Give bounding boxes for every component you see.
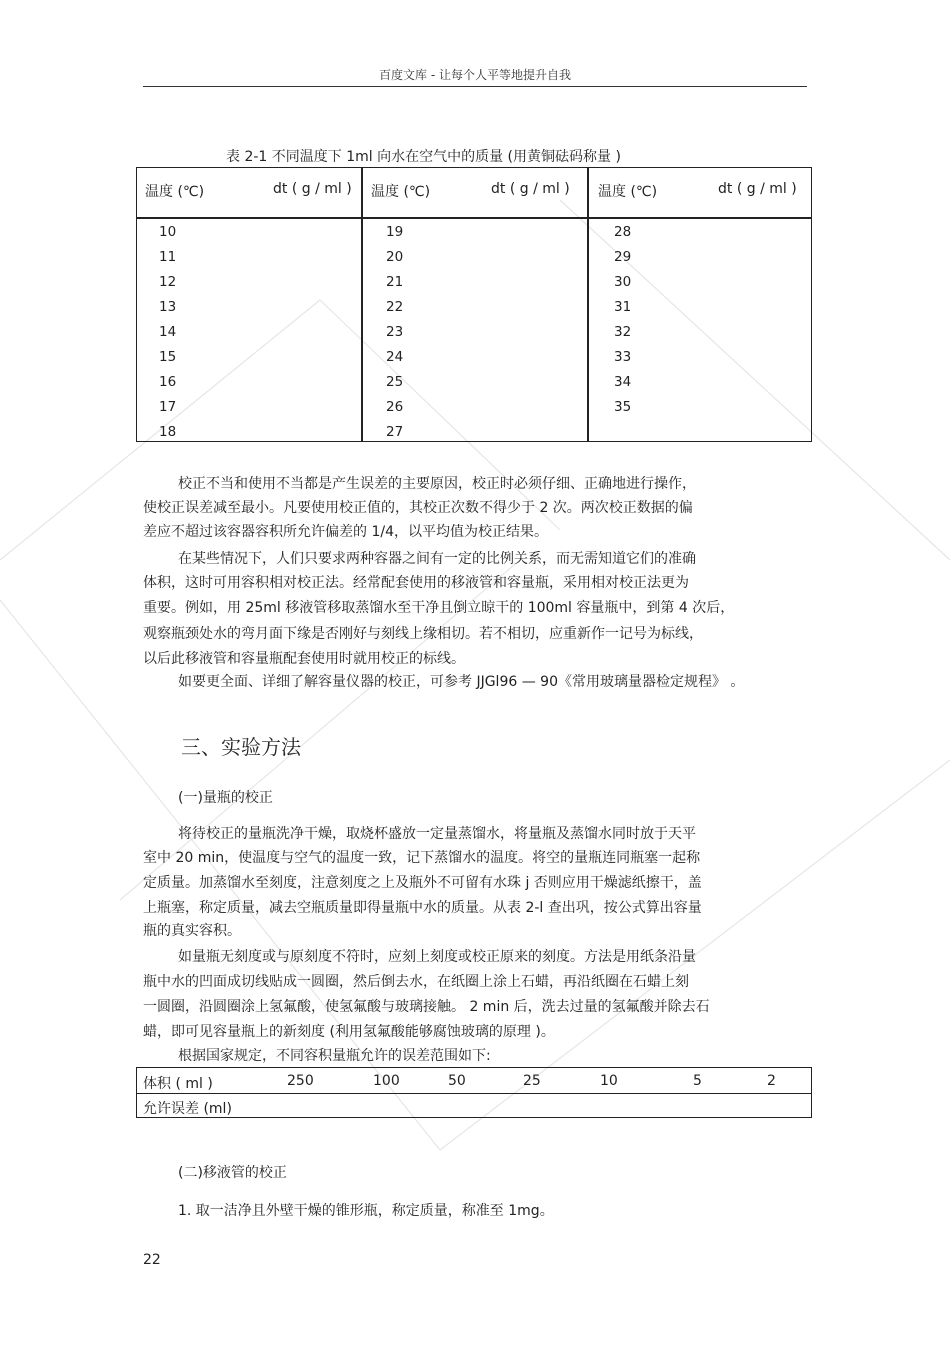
paragraph-line: 在某些情况下，人们只要求两种容器之间有一定的比例关系，而无需知道它们的准确 bbox=[178, 551, 696, 567]
volume-cell: 10 bbox=[600, 1073, 618, 1089]
col-header-density: dt ( g / ml ) bbox=[718, 181, 797, 197]
table-divider bbox=[361, 168, 363, 441]
paragraph-line: 室中 20 min，使温度与空气的温度一致，记下蒸馏水的温度。将空的量瓶连同瓶塞一起称 bbox=[143, 850, 701, 866]
temp-cell: 25 bbox=[386, 374, 404, 390]
paragraph-line: 如要更全面、详细了解容量仪器的校正，可参考 JJGl96 — 90《常用玻璃量器检定规程》 。 bbox=[178, 674, 745, 690]
temp-cell: 19 bbox=[386, 224, 404, 240]
density-table bbox=[136, 167, 812, 442]
temp-cell: 28 bbox=[614, 224, 632, 240]
step-text: 1. 取一洁净且外壁干燥的锥形瓶，称定质量，称准至 1mg。 bbox=[178, 1203, 554, 1219]
paragraph-line: 以后此移液管和容量瓶配套使用时就用校正的标线。 bbox=[143, 651, 465, 667]
row-label-tolerance: 允许误差 (ml) bbox=[143, 1101, 232, 1117]
temp-cell: 24 bbox=[386, 349, 404, 365]
header-divider bbox=[143, 86, 807, 87]
col-header-temp: 温度 (℃) bbox=[371, 184, 431, 200]
paragraph-line: 瓶的真实容积。 bbox=[143, 923, 241, 939]
row-label-volume: 体积 ( ml ) bbox=[143, 1076, 213, 1092]
table-row-rule bbox=[137, 1093, 811, 1094]
col-header-density: dt ( g / ml ) bbox=[273, 181, 352, 197]
paragraph-line: 上瓶塞，称定质量，减去空瓶质量即得量瓶中水的质量。从表 2-l 查出巩，按公式算出容量 bbox=[143, 900, 702, 916]
paragraph-line: 体积，这时可用容积相对校正法。经常配套使用的移液管和容量瓶，采用相对校正法更为 bbox=[143, 575, 689, 591]
temp-cell: 34 bbox=[614, 374, 632, 390]
paragraph-line: 根据国家规定，不同容积量瓶允许的误差范围如下: bbox=[178, 1048, 491, 1064]
subsection-heading: (二)移液管的校正 bbox=[178, 1165, 287, 1181]
volume-cell: 5 bbox=[693, 1073, 702, 1089]
paragraph-line: 重要。例如，用 25ml 移液管移取蒸馏水至干净且倒立晾干的 100ml 容量瓶中，到第 4 次后， bbox=[143, 600, 735, 616]
paragraph-line: 差应不超过该容器容积所允许偏差的 1/4，以平均值为校正结果。 bbox=[143, 524, 548, 540]
temp-cell: 21 bbox=[386, 274, 404, 290]
col-header-temp: 温度 (℃) bbox=[145, 184, 205, 200]
paragraph-line: 将待校正的量瓶洗净干燥，取烧杯盛放一定量蒸馏水，将量瓶及蒸馏水同时放于天平 bbox=[178, 826, 696, 842]
section-heading: 三、实验方法 bbox=[181, 735, 301, 759]
temp-cell: 17 bbox=[159, 399, 177, 415]
tolerance-table bbox=[136, 1067, 812, 1118]
temp-cell: 32 bbox=[614, 324, 632, 340]
temp-cell: 18 bbox=[159, 424, 177, 440]
page-number: 22 bbox=[143, 1252, 161, 1268]
volume-cell: 25 bbox=[523, 1073, 541, 1089]
temp-cell: 10 bbox=[159, 224, 177, 240]
page-header: 百度文库 - 让每个人平等地提升自我 bbox=[379, 68, 571, 82]
temp-cell: 13 bbox=[159, 299, 177, 315]
temp-cell: 30 bbox=[614, 274, 632, 290]
temp-cell: 31 bbox=[614, 299, 632, 315]
paragraph-line: 如量瓶无刻度或与原刻度不符时，应刻上刻度或校正原来的刻度。方法是用纸条沿量 bbox=[178, 949, 696, 965]
temp-cell: 20 bbox=[386, 249, 404, 265]
paragraph-line: 一圆圈，沿圆圈涂上氢氟酸，使氢氟酸与玻璃接触。 2 min 后，洗去过量的氢氟酸并除去石 bbox=[143, 999, 710, 1015]
temp-cell: 23 bbox=[386, 324, 404, 340]
temp-cell: 16 bbox=[159, 374, 177, 390]
temp-cell: 22 bbox=[386, 299, 404, 315]
subsection-heading: (一)量瓶的校正 bbox=[178, 790, 273, 806]
paragraph-line: 定质量。加蒸馏水至刻度，注意刻度之上及瓶外不可留有水珠 j 否则应用干燥滤纸擦干，盖 bbox=[143, 875, 702, 891]
paragraph-line: 蜡，即可见容量瓶上的新刻度 (利用氢氟酸能够腐蚀玻璃的原理 )。 bbox=[143, 1024, 555, 1040]
temp-cell: 33 bbox=[614, 349, 632, 365]
temp-cell: 14 bbox=[159, 324, 177, 340]
temp-cell: 35 bbox=[614, 399, 632, 415]
temp-cell: 27 bbox=[386, 424, 404, 440]
paragraph-line: 校正不当和使用不当都是产生误差的主要原因，校正时必须仔细、正确地进行操作， bbox=[178, 476, 696, 492]
col-header-temp: 温度 (℃) bbox=[598, 184, 658, 200]
table-divider bbox=[587, 168, 589, 441]
table-caption: 表 2-1 不同温度下 1ml 向水在空气中的质量 (用黄铜砝码称量 ) bbox=[226, 149, 621, 165]
temp-cell: 15 bbox=[159, 349, 177, 365]
col-header-density: dt ( g / ml ) bbox=[491, 181, 570, 197]
temp-cell: 29 bbox=[614, 249, 632, 265]
volume-cell: 250 bbox=[287, 1073, 314, 1089]
paragraph-line: 瓶中水的凹面成切线贴成一圆圈，然后倒去水，在纸圈上涂上石蜡，再沿纸圈在石蜡上刻 bbox=[143, 974, 689, 990]
volume-cell: 50 bbox=[448, 1073, 466, 1089]
paragraph-line: 观察瓶颈处水的弯月面下缘是否刚好与刻线上缘相切。若不相切，应重新作一记号为标线， bbox=[143, 626, 703, 642]
paragraph-line: 使校正误差减至最小。凡要使用校正值的，其校正次数不得少于 2 次。两次校正数据的偏 bbox=[143, 500, 693, 516]
table-header-rule bbox=[137, 217, 811, 219]
temp-cell: 12 bbox=[159, 274, 177, 290]
temp-cell: 26 bbox=[386, 399, 404, 415]
temp-cell: 11 bbox=[159, 249, 177, 265]
volume-cell: 100 bbox=[373, 1073, 400, 1089]
volume-cell: 2 bbox=[767, 1073, 776, 1089]
